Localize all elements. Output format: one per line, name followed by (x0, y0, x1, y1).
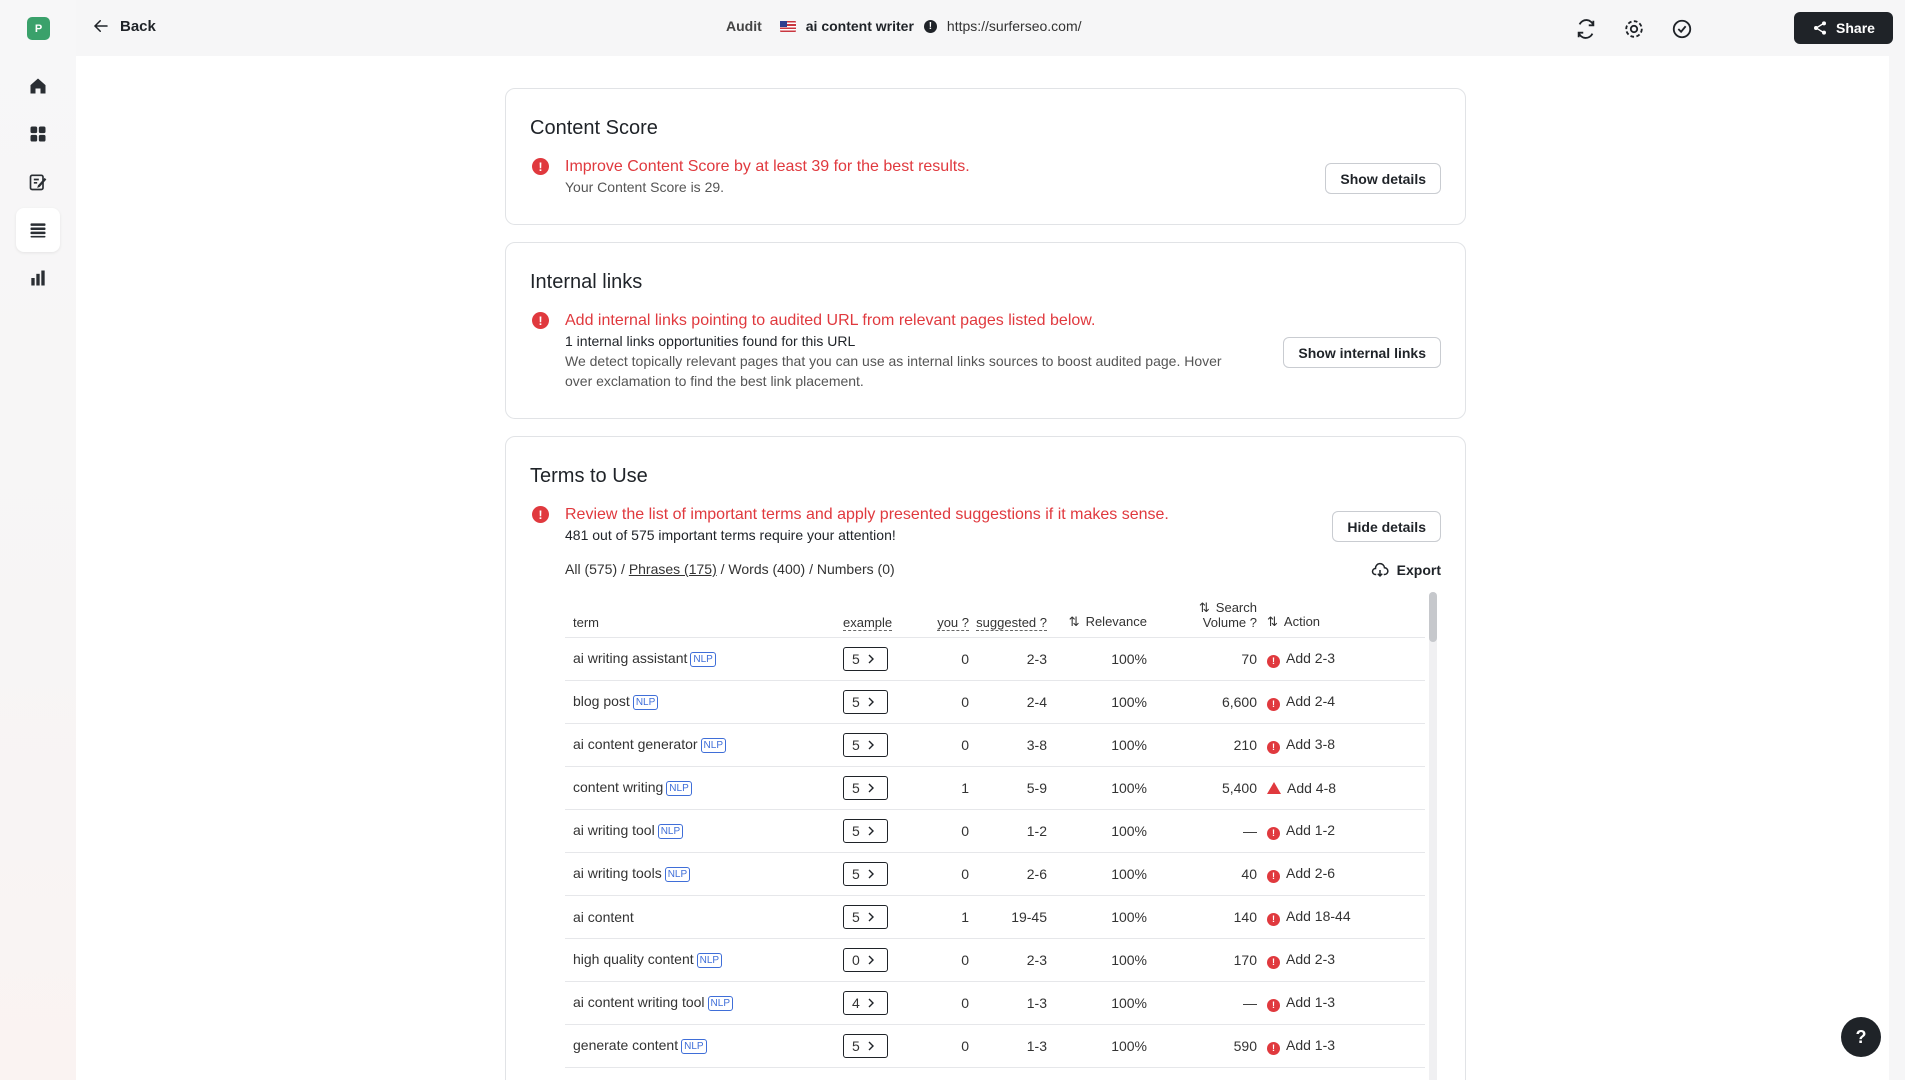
example-count: 5 (852, 693, 860, 710)
relevance-cell: 100% (1047, 1024, 1147, 1067)
term-cell (565, 938, 843, 981)
example-button[interactable] (843, 776, 888, 800)
action-cell (1257, 938, 1425, 981)
you-cell: 0 (919, 809, 969, 852)
action-text: Add 4-8 (1287, 779, 1337, 796)
term-text: ai content writing tool (573, 994, 705, 1010)
sidebar (0, 0, 76, 1080)
action-text: Add 2-3 (1286, 950, 1336, 967)
filter-numbers[interactable]: Numbers (0) (816, 561, 895, 577)
term-cell (565, 766, 843, 809)
table-row (565, 852, 1425, 895)
relevance-cell: 100% (1047, 895, 1147, 938)
suggested-cell: 2-4 (969, 680, 1047, 723)
term-cell (565, 723, 843, 766)
action-cell (1257, 809, 1425, 852)
show-internal-links-button[interactable]: Show internal links (1283, 337, 1441, 368)
chevron-right-icon (866, 912, 876, 922)
volume-cell: 590 (1147, 1024, 1257, 1067)
you-cell: 1 (919, 766, 969, 809)
content-score-card (505, 88, 1466, 225)
you-cell: 0 (919, 981, 969, 1024)
list-icon (28, 220, 48, 240)
volume-cell: 170 (1147, 938, 1257, 981)
internal-links-card (505, 242, 1466, 419)
table-row (565, 809, 1425, 852)
app-logo[interactable]: P (27, 17, 50, 40)
term-cell (565, 680, 843, 723)
show-details-button[interactable]: Show details (1325, 163, 1441, 194)
term-cell (565, 637, 843, 680)
example-count: 4 (852, 994, 860, 1011)
share-label: Share (1836, 20, 1875, 36)
action-cell (1257, 637, 1425, 680)
example-button[interactable] (843, 647, 888, 671)
suggested-cell: 1-3 (969, 981, 1047, 1024)
relevance-cell: 100% (1047, 637, 1147, 680)
internal-links-title: Internal links (530, 271, 643, 293)
export-label: Export (1396, 562, 1441, 578)
volume-cell: 210 (1147, 723, 1257, 766)
bar-chart-icon (28, 268, 48, 288)
example-count: 5 (852, 908, 860, 925)
content-score-alert: Improve Content Score by at least 39 for the best results. (565, 158, 970, 175)
back-button[interactable] (92, 17, 156, 35)
term-cell (565, 1024, 843, 1067)
alert-icon: ! (532, 158, 549, 175)
you-cell: 0 (919, 1024, 969, 1067)
main-content (76, 56, 1889, 1080)
example-count: 5 (852, 822, 860, 839)
table-row (565, 895, 1425, 938)
action-text: Add 2-4 (1286, 692, 1336, 709)
filter-all[interactable]: All (575) (565, 561, 618, 577)
example-count: 5 (852, 865, 860, 882)
error-icon: ! (1267, 870, 1280, 883)
action-cell (1257, 895, 1425, 938)
example-cell (843, 981, 919, 1024)
terms-card (505, 436, 1466, 1080)
action-text: Add 3-8 (1286, 735, 1336, 752)
term-text: ai content (573, 908, 634, 925)
example-cell (843, 852, 919, 895)
internal-links-alert: Add internal links pointing to audited URL from relevant pages listed below. (565, 312, 1096, 329)
filter-words[interactable]: Words (400) (728, 561, 806, 577)
cloud-download-icon (1371, 561, 1389, 579)
action-cell (1257, 1024, 1425, 1067)
term-text: ai writing tool (573, 822, 655, 838)
suggested-cell: 2-6 (969, 852, 1047, 895)
table-row (565, 723, 1425, 766)
breadcrumb (726, 18, 1082, 34)
sidebar-item-editor[interactable] (16, 160, 60, 204)
nlp-badge: NLP (697, 953, 722, 968)
action-cell (1257, 680, 1425, 723)
chevron-right-icon (866, 697, 876, 707)
internal-links-detail-2: over exclamation to find the best link placement. (565, 373, 864, 389)
scrollbar-thumb[interactable] (1429, 592, 1437, 642)
internal-links-detail-1: We detect topically relevant pages that you can use as internal links sources to boost audited page. Hover (565, 353, 1222, 369)
action-text: Add 2-3 (1286, 649, 1336, 666)
example-count: 5 (852, 1037, 860, 1054)
relevance-cell: 100% (1047, 981, 1147, 1024)
action-cell (1257, 723, 1425, 766)
terms-alert: Review the list of important terms and apply presented suggestions if it makes sense. (565, 506, 1169, 523)
relevance-cell: 100% (1047, 852, 1147, 895)
term-text: ai writing assistant (573, 650, 688, 666)
table-header-row (565, 592, 1425, 637)
grid-icon (28, 124, 48, 144)
example-cell (843, 723, 919, 766)
suggested-cell: 5-9 (969, 766, 1047, 809)
volume-cell: 70 (1147, 637, 1257, 680)
action-cell (1257, 981, 1425, 1024)
chevron-right-icon (866, 1041, 876, 1051)
table-row (565, 938, 1425, 981)
table-row (565, 680, 1425, 723)
col-action[interactable]: ⇅ Action (1257, 592, 1425, 637)
export-button[interactable] (1371, 561, 1441, 579)
suggested-cell: 1-2 (969, 809, 1047, 852)
example-button[interactable] (843, 1034, 888, 1058)
table-row (565, 766, 1425, 809)
settings-button[interactable] (1621, 16, 1647, 42)
breadcrumb-url[interactable]: https://surferseo.com/ (946, 18, 1082, 34)
error-icon: ! (1267, 913, 1280, 926)
term-text: generate content (573, 1037, 679, 1053)
you-cell: 0 (919, 852, 969, 895)
volume-cell: 140 (1147, 895, 1257, 938)
term-filters: All (575) / Phrases (175) / Words (400) / Numbers (0) (565, 561, 895, 577)
example-button[interactable] (843, 991, 888, 1015)
example-cell (843, 637, 919, 680)
nlp-badge: NLP (681, 1039, 706, 1054)
breadcrumb-audit[interactable]: Audit (726, 18, 762, 34)
term-cell (565, 895, 843, 938)
refresh-button[interactable] (1573, 16, 1599, 42)
relevance-cell: 100% (1047, 680, 1147, 723)
example-cell (843, 1024, 919, 1067)
term-text: ai writing tools (573, 865, 662, 881)
term-cell (565, 852, 843, 895)
term-text: high quality content (573, 951, 694, 967)
internal-links-found: 1 internal links opportunities found for this URL (565, 333, 856, 349)
relevance-cell: 100% (1047, 766, 1147, 809)
action-text: Add 18-44 (1286, 907, 1351, 924)
error-icon: ! (1267, 1042, 1280, 1055)
chevron-right-icon (866, 955, 876, 965)
example-button[interactable] (843, 948, 888, 972)
help-button[interactable]: ? (1841, 1017, 1881, 1057)
volume-cell: — (1147, 981, 1257, 1024)
content-score-detail: Your Content Score is 29. (565, 179, 725, 195)
example-button[interactable] (843, 690, 888, 714)
term-cell (565, 981, 843, 1024)
you-cell: 1 (919, 895, 969, 938)
example-count: 5 (852, 650, 860, 667)
example-cell (843, 809, 919, 852)
home-icon (28, 76, 48, 96)
action-text: Add 2-6 (1286, 864, 1336, 881)
action-text: Add 1-3 (1286, 993, 1336, 1010)
term-cell (565, 809, 843, 852)
us-flag-icon (780, 21, 796, 32)
back-label: Back (120, 17, 156, 35)
alert-icon: ! (532, 312, 549, 329)
nlp-badge: NLP (665, 867, 690, 882)
breadcrumb-keyword: ai content writer (805, 18, 914, 34)
alert-icon: ! (532, 506, 549, 523)
nlp-badge: NLP (701, 738, 726, 753)
warning-icon (1267, 782, 1281, 794)
relevance-cell: 100% (1047, 938, 1147, 981)
error-icon: ! (1267, 655, 1280, 668)
filter-phrases[interactable]: Phrases (175) (628, 561, 717, 577)
info-icon[interactable]: ! (924, 20, 937, 33)
share-button[interactable] (1794, 12, 1893, 44)
example-button[interactable] (843, 905, 888, 929)
edit-note-icon (28, 172, 48, 192)
error-icon: ! (1267, 827, 1280, 840)
check-circle-icon (1671, 18, 1693, 40)
refresh-icon (1575, 18, 1597, 40)
complete-button[interactable] (1669, 16, 1695, 42)
sidebar-item-reports[interactable] (16, 256, 60, 300)
share-icon (1812, 20, 1828, 36)
example-button[interactable] (843, 862, 888, 886)
col-example[interactable]: example (843, 592, 919, 637)
chevron-right-icon (866, 654, 876, 664)
nlp-badge: NLP (658, 824, 683, 839)
sidebar-item-home[interactable] (16, 64, 60, 108)
example-cell (843, 766, 919, 809)
term-text: ai content generator (573, 736, 698, 752)
terms-table (565, 592, 1425, 1068)
relevance-cell: 100% (1047, 809, 1147, 852)
error-icon: ! (1267, 956, 1280, 969)
gear-icon (1623, 18, 1645, 40)
example-button[interactable] (843, 733, 888, 757)
action-text: Add 1-2 (1286, 821, 1336, 838)
nlp-badge: NLP (690, 652, 715, 667)
nlp-badge: NLP (708, 996, 733, 1011)
you-cell: 0 (919, 680, 969, 723)
suggested-cell: 2-3 (969, 938, 1047, 981)
col-relevance[interactable]: ⇅ Relevance (1047, 592, 1147, 637)
action-cell (1257, 766, 1425, 809)
top-actions (1573, 16, 1695, 42)
nlp-badge: NLP (633, 695, 658, 710)
suggested-cell: 3-8 (969, 723, 1047, 766)
action-text: Add 1-3 (1286, 1036, 1336, 1053)
volume-cell: 5,400 (1147, 766, 1257, 809)
col-you[interactable]: you ? (919, 592, 969, 637)
suggested-cell: 19-45 (969, 895, 1047, 938)
chevron-right-icon (866, 869, 876, 879)
example-button[interactable] (843, 819, 888, 843)
relevance-cell: 100% (1047, 723, 1147, 766)
top-bar (76, 0, 1905, 56)
chevron-right-icon (866, 826, 876, 836)
chevron-right-icon (866, 740, 876, 750)
error-icon: ! (1267, 698, 1280, 711)
table-scrollbar[interactable] (1429, 592, 1437, 1080)
hide-details-button[interactable]: Hide details (1332, 511, 1441, 542)
volume-cell: — (1147, 809, 1257, 852)
sidebar-item-dashboard[interactable] (16, 112, 60, 156)
example-cell (843, 680, 919, 723)
error-icon: ! (1267, 999, 1280, 1012)
volume-cell: 6,600 (1147, 680, 1257, 723)
chevron-right-icon (866, 783, 876, 793)
col-search-volume[interactable]: ⇅ Search Volume ? (1147, 592, 1257, 637)
example-count: 5 (852, 736, 860, 753)
terms-attention: 481 out of 575 important terms require your attention! (565, 527, 896, 543)
col-suggested[interactable]: suggested ? (969, 592, 1047, 637)
volume-cell: 40 (1147, 852, 1257, 895)
example-count: 0 (852, 951, 860, 968)
sort-icon: ⇅ (1267, 613, 1278, 629)
col-term: term (565, 592, 843, 637)
arrow-left-icon (92, 17, 110, 35)
terms-title: Terms to Use (530, 465, 648, 487)
example-count: 5 (852, 779, 860, 796)
sidebar-item-audit[interactable] (16, 208, 60, 252)
table-row (565, 981, 1425, 1024)
nlp-badge: NLP (666, 781, 691, 796)
suggested-cell: 2-3 (969, 637, 1047, 680)
term-text: content writing (573, 779, 664, 795)
error-icon: ! (1267, 741, 1280, 754)
you-cell: 0 (919, 723, 969, 766)
table-row (565, 1024, 1425, 1067)
table-row (565, 637, 1425, 680)
sort-icon: ⇅ (1198, 599, 1210, 615)
you-cell: 0 (919, 637, 969, 680)
example-cell (843, 895, 919, 938)
chevron-right-icon (866, 998, 876, 1008)
sort-icon: ⇅ (1068, 613, 1080, 629)
action-cell (1257, 852, 1425, 895)
suggested-cell: 1-3 (969, 1024, 1047, 1067)
example-cell (843, 938, 919, 981)
you-cell: 0 (919, 938, 969, 981)
content-score-title: Content Score (530, 117, 658, 139)
term-text: blog post (573, 693, 630, 709)
